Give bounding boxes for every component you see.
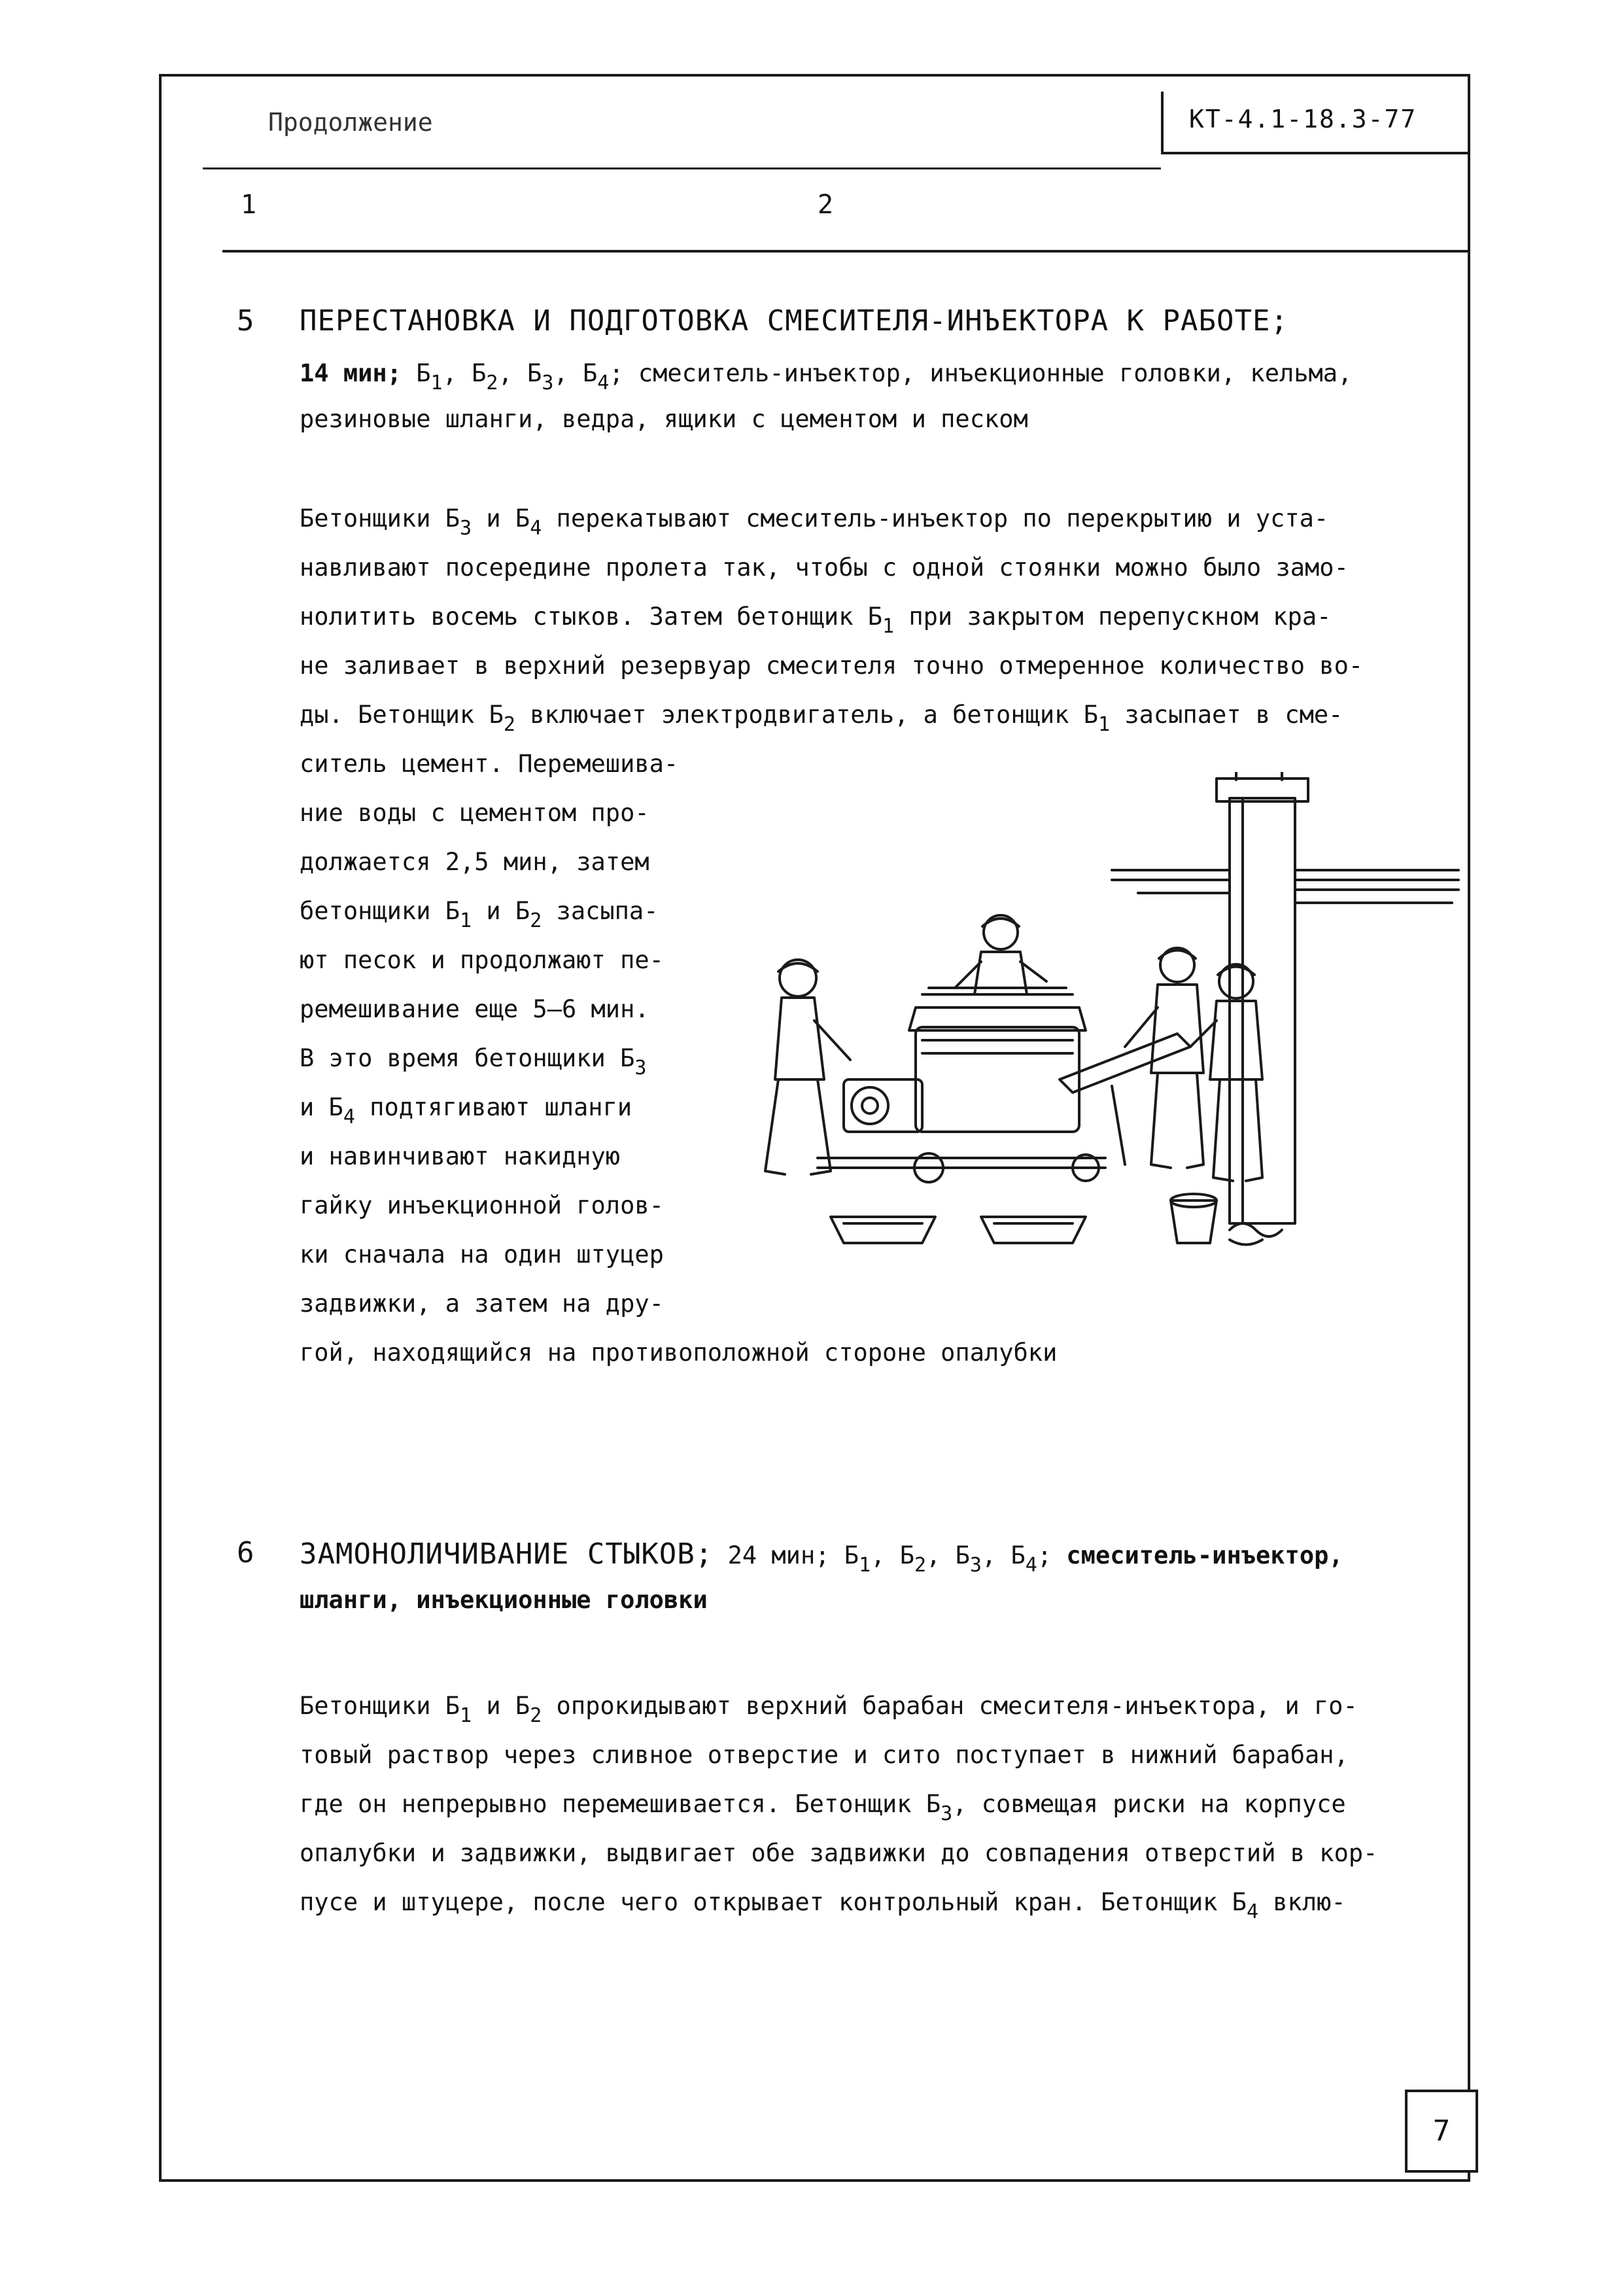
s5-line-13: и $Б_4$ подтягивают шланги <box>300 1093 632 1129</box>
s6-worker-3: $Б_3$, <box>955 1541 997 1577</box>
s5-line-9: бетонщики $Б_1$ и $Б_2$ засыпа- <box>300 897 659 932</box>
s5-line-6: ситель цемент. Перемешива- <box>300 750 679 778</box>
section6-workers <box>844 1541 1067 1577</box>
header-line <box>203 167 1161 169</box>
s6-line-2: товый раствор через сливное отверстие и сито поступает в нижний барабан, <box>300 1741 1349 1769</box>
section5-meta-line2: резиновые шланги, ведра, ящики с цементом и песком <box>300 405 1028 433</box>
section5-number: 5 <box>237 304 255 338</box>
material-trays <box>831 1217 1086 1243</box>
s5-line-2: навливают посередине пролета так, чтобы с одной стоянки можно было замо- <box>300 553 1349 582</box>
section5-meta-line1: 14 мин; $Б_1$, $Б_2$, $Б_3$, $Б_4$; смеситель-инъектор, инъекционные головки, кельма, <box>300 359 1353 394</box>
worker-left <box>765 960 850 1174</box>
s5-line-14: и навинчивают накидную <box>300 1142 621 1170</box>
s5-line-10: ют песок и продолжают пе- <box>300 946 664 974</box>
header-code-divider <box>1161 92 1164 154</box>
section6-meta-line2: шланги, инъекционные головки <box>300 1586 708 1614</box>
s5-line-11: ремешивание еще 5–6 мин. <box>300 995 649 1023</box>
page-number: 7 <box>1405 2090 1478 2173</box>
s5-line-16: ки сначала на один штуцер <box>300 1240 664 1269</box>
s6-worker-1: $Б_1$, <box>844 1541 886 1577</box>
column-header-line <box>222 250 1470 253</box>
section5-title: ПЕРЕСТАНОВКА И ПОДГОТОВКА СМЕСИТЕЛЯ-ИНЪЕКТОРА К РАБОТЕ; <box>300 304 1288 338</box>
continuation-label: Продолжение <box>268 108 433 137</box>
bucket <box>1171 1194 1282 1245</box>
section6-title-line: ЗАМОНОЛИЧИВАНИЕ СТЫКОВ; 24 мин; $Б_1$, $Б_2$, $Б_3$, $Б_4$; смеситель-инъектор, <box>300 1537 1343 1577</box>
mixer-injector-illustration <box>719 772 1465 1276</box>
doc-code: КТ-4.1-18.3-77 <box>1189 105 1417 133</box>
s5-line-1: Бетонщики $Б_3$ и $Б_4$ перекатывают смеситель-инъектор по перекрытию и уста- <box>300 504 1329 540</box>
s5-line-8: должается 2,5 мин, затем <box>300 848 649 876</box>
header-code-underline <box>1161 152 1470 154</box>
s5-line-4: не заливает в верхний резервуар смесителя точно отмеренное количество во- <box>300 652 1364 680</box>
s6-line-3: где он непрерывно перемешивается. Бетонщик $Б_3$, совмещая риски на корпусе <box>300 1790 1346 1825</box>
s6-line-4: опалубки и задвижки, выдвигает обе задвижки до совпадения отверстий в кор- <box>300 1839 1378 1867</box>
s6-worker-2: $Б_2$, <box>899 1541 941 1577</box>
worker-center <box>955 915 1046 994</box>
column-number-2: 2 <box>818 190 834 220</box>
s5-line-18: гой, находящийся на противоположной стороне опалубки <box>300 1339 1058 1367</box>
s5-line-7: ние воды с цементом про- <box>300 799 649 827</box>
s5-line-12: В это время бетонщики $Б_3$ <box>300 1044 647 1079</box>
column-number-1: 1 <box>241 190 257 220</box>
s5-line-3: нолитить восемь стыков. Затем бетонщик $Б_1$ при закрытом перепускном кра- <box>300 603 1332 638</box>
mixer-body <box>818 988 1190 1182</box>
s5-line-15: гайку инъекционной голов- <box>300 1191 664 1219</box>
column-structure <box>1112 772 1459 1223</box>
s6-line-1: Бетонщики $Б_1$ и $Б_2$ опрокидывают верхний барабан смесителя-инъектора, и го- <box>300 1692 1358 1727</box>
section6-number: 6 <box>237 1536 255 1569</box>
s6-line-5: пусе и штуцере, после чего открывает контрольный кран. Бетонщик $Б_4$ вклю- <box>300 1888 1346 1923</box>
s5-line-5: ды. Бетонщик $Б_2$ включает электродвигатель, а бетонщик $Б_1$ засыпает в сме- <box>300 701 1343 736</box>
s6-worker-4: $Б_4$; <box>1011 1541 1052 1577</box>
s5-line-17: задвижки, а затем на дру- <box>300 1289 664 1318</box>
